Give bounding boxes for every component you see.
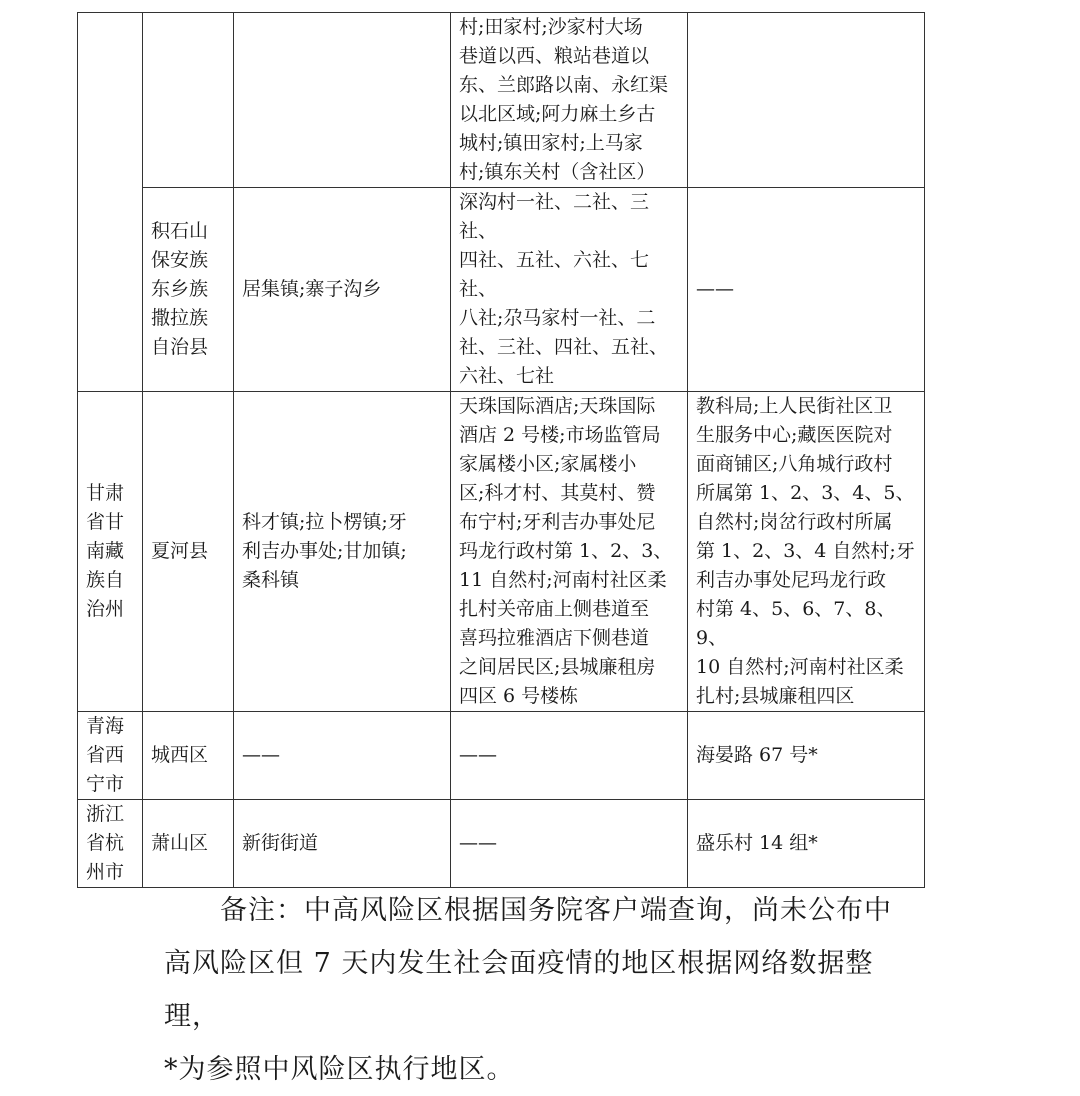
medium-risk-cell: —— [688, 188, 925, 392]
footnote-remark: 备注：中高风险区根据国务院客户端查询，尚未公布中 高风险区但 7 天内发生社会面疫情的地区根据网络数据整理， *为参照中风险区执行地区。 [164, 895, 892, 1085]
county-cell: 城西区 [143, 712, 234, 800]
table-row [78, 800, 925, 888]
township-cell: 科才镇;拉卜楞镇;牙 利吉办事处;甘加镇; 桑科镇 [234, 392, 451, 712]
table-row [78, 392, 925, 712]
township-cell: 新街街道 [234, 800, 451, 888]
township-cell: —— [234, 712, 451, 800]
medium-risk-cell: 海晏路 67 号* [688, 712, 925, 800]
high-risk-cell: 村;田家村;沙家村大场 巷道以西、粮站巷道以 东、兰郎路以南、永红渠 以北区域;阿力麻土乡古 城村;镇田家村;上马家 村;镇东关村（含社区） [451, 13, 688, 188]
medium-risk-cell: 教科局;上人民街社区卫 生服务中心;藏医医院对 面商铺区;八角城行政村 所属第 1、2、3、4、5、 自然村;岗岔行政村所属 第 1、2、3、4 自然村;牙 利吉办事处尼玛龙行政 村第 4、5、6、7、8、9、 10 自然村;河南村社区柔 扎村;县城廉租四区 [688, 392, 925, 712]
high-risk-cell: 深沟村一社、二社、三社、 四社、五社、六社、七社、 八社;尕马家村一社、二 社、三社、四社、五社、 六社、七社 [451, 188, 688, 392]
province-cell: 青海 省西 宁市 [78, 712, 143, 800]
county-cell: 萧山区 [143, 800, 234, 888]
medium-risk-cell [688, 13, 925, 188]
table-row [78, 13, 925, 188]
province-cell: 浙江 省杭 州市 [78, 800, 143, 888]
township-cell: 居集镇;寨子沟乡 [234, 188, 451, 392]
risk-area-table [77, 12, 925, 888]
table-row [78, 712, 925, 800]
province-cell [78, 13, 143, 392]
county-cell [143, 13, 234, 188]
high-risk-cell: —— [451, 712, 688, 800]
medium-risk-cell: 盛乐村 14 组* [688, 800, 925, 888]
table-row [78, 188, 925, 392]
county-cell: 积石山 保安族 东乡族 撒拉族 自治县 [143, 188, 234, 392]
township-cell [234, 13, 451, 188]
high-risk-cell: —— [451, 800, 688, 888]
high-risk-cell: 天珠国际酒店;天珠国际 酒店 2 号楼;市场监管局 家属楼小区;家属楼小 区;科才村、其莫村、赞 布宁村;牙利吉办事处尼 玛龙行政村第 1、2、3、 11 自然村;河南村社区柔 扎村关帝庙上侧巷道至 喜玛拉雅酒店下侧巷道 之间居民区;县城廉租房 四区 6 号楼栋 [451, 392, 688, 712]
county-cell: 夏河县 [143, 392, 234, 712]
province-cell: 甘肃 省甘 南藏 族自 治州 [78, 392, 143, 712]
